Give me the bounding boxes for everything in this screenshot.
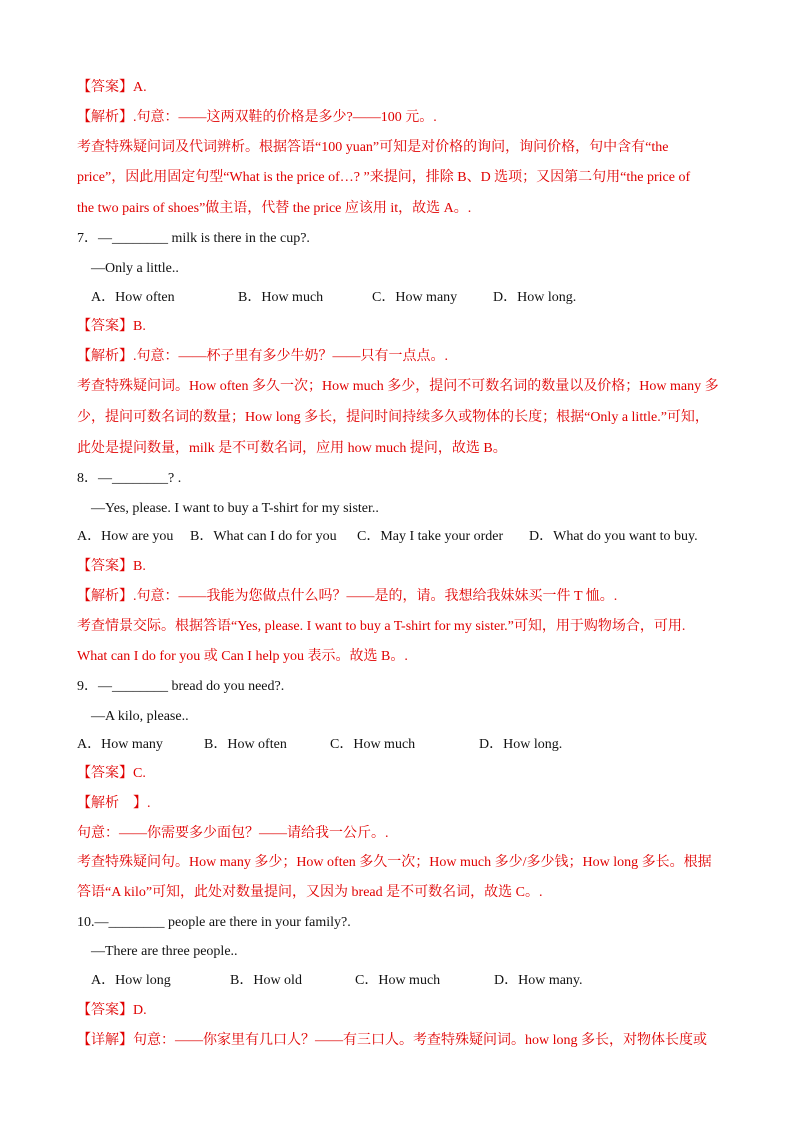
analysis-line: 【解析】.句意：——杯子里有多少牛奶？——只有一点点。. <box>77 349 448 364</box>
option-a: A．How many <box>77 737 163 752</box>
question-8-reply: —Yes, please. I want to buy a T-shirt for my sister.. <box>91 501 379 516</box>
answer-line: 【答案】B. <box>77 319 146 334</box>
option-c: C．How much <box>330 737 416 752</box>
option-c: C．How many <box>372 290 458 305</box>
explanation-line: 此处是提问数量，milk 是不可数名词，应用 how much 提问，故选 B。 <box>77 441 507 456</box>
explanation-line: the two pairs of shoes”做主语，代替 the price 应该用 it，故选 A。. <box>77 201 472 216</box>
answer-line: 【答案】C. <box>77 766 146 781</box>
explanation-line: 答语“A kilo”可知，此处对数量提问，又因为 bread 是不可数名词，故选 C。. <box>77 885 543 900</box>
analysis-line: 【解析】.句意：——这两双鞋的价格是多少?——100 元。. <box>77 110 437 125</box>
analysis-line: 【解析 】. <box>77 796 151 811</box>
option-d: D．How long. <box>493 290 577 305</box>
answer-line: 【答案】A. <box>77 80 147 95</box>
answer-line: 【答案】B. <box>77 559 146 574</box>
explanation-line: 句意：——你需要多少面包？——请给我一公斤。. <box>77 826 389 841</box>
explanation-line: 考查特殊疑问词。How often 多久一次；How much 多少，提问不可数名词的数量以及价格；How many 多 <box>77 379 719 394</box>
option-d: D．What do you want to buy. <box>529 529 698 544</box>
question-10-reply: —There are three people.. <box>91 944 238 959</box>
question-7: 7．—________ milk is there in the cup?. <box>77 231 310 246</box>
option-c: C．How much <box>355 973 441 988</box>
question-8: 8．—________? . <box>77 471 182 486</box>
explanation-line: 考查特殊疑问句。How many 多少；How often 多久一次；How much 多少/多少钱；How long 多长。根据 <box>77 855 712 870</box>
option-d: D．How many. <box>494 973 583 988</box>
question-7-reply: —Only a little.. <box>91 261 179 276</box>
option-a: A．How are you <box>77 529 174 544</box>
answer-line: 【答案】D. <box>77 1003 147 1018</box>
question-9-reply: —A kilo, please.. <box>91 709 189 724</box>
explanation-line: 少，提问可数名词的数量；How long 多长，提问时间持续多久或物体的长度；根据“Only a little.”可知， <box>77 410 709 425</box>
option-a: A．How long <box>91 973 171 988</box>
option-b: B．How old <box>230 973 302 988</box>
explanation-line: price”，因此用固定句型“What is the price of…? ”来提问，排除 B、D 选项；又因第二句用“the price of <box>77 170 691 185</box>
explanation-line: 考查情景交际。根据答语“Yes, please. I want to buy a T-shirt for my sister.”可知，用于购物场合，可用. <box>77 619 686 634</box>
explanation-line: What can I do for you 或 Can I help you 表示。故选 B。. <box>77 649 408 664</box>
explanation-line: 【详解】句意：——你家里有几口人？——有三口人。考查特殊疑问词。how long 多长，对物体长度或 <box>77 1033 707 1048</box>
option-b: B．How much <box>238 290 324 305</box>
question-10: 10.—________ people are there in your family?. <box>77 915 351 930</box>
question-9: 9．—________ bread do you need?. <box>77 679 285 694</box>
option-a: A．How often <box>91 290 175 305</box>
explanation-line: 考查特殊疑问词及代词辨析。根据答语“100 yuan”可知是对价格的询问，询问价格，句中含有“the <box>77 140 669 155</box>
option-b: B．What can I do for you <box>190 529 337 544</box>
option-d: D．How long. <box>479 737 563 752</box>
option-c: C．May I take your order <box>357 529 504 544</box>
analysis-line: 【解析】.句意：——我能为您做点什么吗？——是的，请。我想给我妹妹买一件 T 恤。. <box>77 589 618 604</box>
option-b: B．How often <box>204 737 287 752</box>
